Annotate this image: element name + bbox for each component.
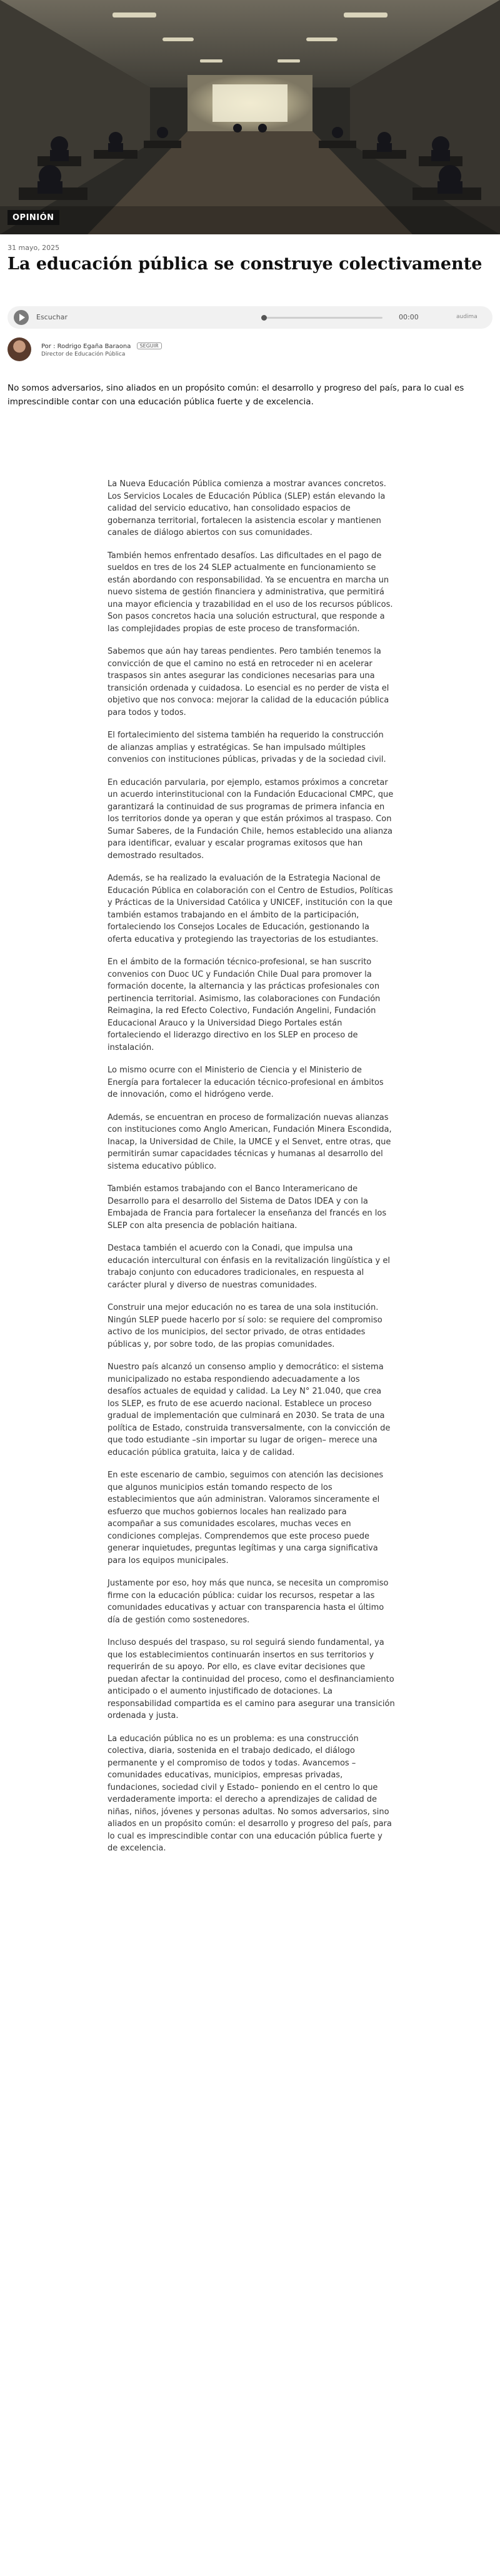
audio-time: 00:00	[399, 313, 419, 321]
article-paragraph: También estamos trabajando con el Banco Interamericano de Desarrollo para el desarrollo del Sistema de Datos IDEA y con la Embajada de Francia para fortalecer la enseñanza del francés en los SLEP con alta presencia de población haitiana.	[108, 1184, 387, 1231]
author-name[interactable]: Por : Rodrigo Egaña Baraona	[41, 343, 131, 350]
article-paragraph: Lo mismo ocurre con el Ministerio de Ciencia y el Ministerio de Energía para fortalecer la educación técnico-profesional en ámbitos de innovación, como el hidrógeno verde.	[108, 1066, 384, 1099]
listen-label: Escuchar	[36, 313, 68, 321]
author-role: Director de Educación Pública	[41, 351, 126, 357]
article-paragraph: También hemos enfrentado desafíos. Las dificultades en el pago de sueldos en tres de los 24 SLEP actualmente en funcionamiento se están abordando con responsabilidad. Ya se encuentra en marcha un nuevo sistema de gestión financiera y administrativa, que permitirá una mayor eficiencia y trazabilidad en el uso de los recursos públicos. Son pasos concretos hacia una solución estructural, que responde a las complejidades propias de este proceso de transformación.	[108, 551, 393, 634]
article-paragraph: La Nueva Educación Pública comienza a mostrar avances concretos. Los Servicios Locales de Educación Pública (SLEP) están elevando la calidad del servicio educativo, han consolidado espacios de gobernanza territorial, fortalecen la asistencia escolar y mantienen canales de diálogo abiertos con sus comunidades.	[108, 479, 386, 537]
author-block	[8, 337, 320, 362]
article-paragraph: Además, se encuentran en proceso de formalización nuevas alianzas con instituciones como Anglo American, Fundación Minera Escondida, Inacap, la Universidad de Chile, la UMCE y el Senvet, entre otras, que permitirán sumar capacidades técnicas y humanas al desarrollo del sistema educativo público.	[108, 1112, 392, 1171]
article-paragraph: Además, se ha realizado la evaluación de la Estrategia Nacional de Educación Pública en colaboración con el Centro de Estudios, Políticas y Prácticas de la Universidad Católica y UNICEF, institución con la que también estamos trabajando en el ámbito de la participación, fortaleciendo los Consejos Locales de Educación, gestionando la oferta educativa y protegiendo las trayectorias de los estudiantes.	[108, 874, 393, 944]
follow-button[interactable]: SEGUIR	[137, 342, 162, 349]
article-paragraph: Justamente por eso, hoy más que nunca, se necesita un compromiso firme con la educación pública: cuidar los recursos, respetar a las comunidades educativas y actuar con transparencia hasta el último día de gestión como sostenedores.	[108, 1579, 389, 1625]
article-paragraph: Construir una mejor educación no es tarea de una sola institución. Ningún SLEP puede hacerlo por sí solo: se requiere del compromiso activo de los municipios, del sector privado, de otras entidades públicas y, por sobre todo, de las propias comunidades.	[108, 1303, 382, 1349]
article-lead: No somos adversarios, sino aliados en un propósito común: el desarrollo y progreso del país, para lo cual es imprescindible contar con una educación pública fuerte y de excelencia.	[8, 383, 464, 407]
author-byline	[41, 342, 162, 350]
avatar	[8, 337, 31, 361]
classroom-photo-icon	[0, 0, 500, 234]
article-title: La educación pública se construye colectivamente	[8, 254, 482, 274]
article-paragraph: En este escenario de cambio, seguimos con atención las decisiones que algunos municipios están tomando respecto de los establecimientos que aún administran. Valoramos sinceramente el esfuerzo que muchos gobiernos locales han realizado para acompañar a sus comunidades escolares, muchas veces en condiciones complejas. Comprendemos que este proceso puede generar inquietudes, preguntas legítimas y una carga significativa para los equipos municipales.	[108, 1470, 384, 1565]
publish-date: 31 mayo, 2025	[8, 244, 60, 252]
article-paragraph: Destaca también el acuerdo con la Conadi, que impulsa una educación intercultural con énfasis en la revitalización lingüística y el trabajo conjunto con educadores tradicionales, en respuesta al carácter plural y diverso de nuestras comunidades.	[108, 1244, 390, 1290]
hero-image	[0, 0, 500, 234]
audio-progress-handle[interactable]	[261, 315, 267, 321]
audio-brand[interactable]: audima	[456, 314, 478, 320]
category-badge[interactable]: OPINIÓN	[8, 210, 59, 225]
article-paragraph: En educación parvularia, por ejemplo, estamos próximos a concretar un acuerdo interinstitucional con la Fundación Educacional CMPC, que garantizará la continuidad de sus programas de primera infancia en los territorios donde ya operan y que están próximos al traspaso. Con Sumar Saberes, de la Fundación Chile, hemos establecido una alianza para identificar, evaluar y escalar programas exitosos que han demostrado resultados.	[108, 777, 394, 861]
article-paragraph: En el ámbito de la formación técnico-profesional, se han suscrito convenios con Duoc UC y Fundación Chile Dual para promover la formación docente, la alternancia y las prácticas profesionales con pertinencia territorial. Asimismo, las colaboraciones con Fundación Reimagina, la red Efecto Colectivo, Fundación Angelini, Fundación Educacional Arauco y la Universidad Diego Portales están fortaleciendo el liderazgo directivo en los SLEP en proceso de instalación.	[108, 957, 381, 1052]
article-body	[108, 478, 395, 1865]
article-paragraph: Nuestro país alcanzó un consenso amplio y democrático: el sistema municipalizado no estaba respondiendo adecuadamente a los desafíos actuales de equidad y calidad. La Ley N° 21.040, que crea los SLEP, es fruto de ese acuerdo nacional. Establece un proceso gradual de implementación que culminará en 2030. Se trata de una política de Estado, construida transversalmente, con la convicción de que todo estudiante –sin importar su lugar de origen– merece una educación pública gratuita, laica y de calidad.	[108, 1362, 391, 1457]
play-button[interactable]	[14, 310, 29, 325]
article-paragraph: Sabemos que aún hay tareas pendientes. Pero también tenemos la convicción de que el camino no está en retroceder ni en acelerar traspasos sin antes asegurar las condiciones necesarias para una transición ordenada y cuidadosa. Lo esencial es no perder de vista el objetivo que nos convoca: mejorar la calidad de la educación pública para todos y todos.	[108, 647, 389, 717]
play-icon	[14, 310, 29, 325]
article-paragraph: El fortalecimiento del sistema también ha requerido la construcción de alianzas amplias y estratégicas. Se han impulsado múltiples convenios con instituciones públicas, privadas y de la sociedad civil.	[108, 731, 386, 764]
article-paragraph: La educación pública no es un problema: es una construcción colectiva, diaria, sostenida en el trabajo dedicado, el diálogo permanente y el compromiso de todos y todas. Avancemos –comunidades educativas, municipios, empresas privadas, fundaciones, sociedad civil y Estado– poniendo en el centro lo que verdaderamente importa: el derecho a aprendizajes de calidad de niñas, niños, jóvenes y personas adultas. No somos adversarios, sino aliados en un propósito común: el desarrollo y progreso del país, para lo cual es imprescindible contar con una educación pública fuerte y de excelencia.	[108, 1734, 392, 1853]
audio-player	[8, 306, 492, 329]
audio-progress-bar[interactable]	[264, 317, 382, 319]
article-paragraph: Incluso después del traspaso, su rol seguirá siendo fundamental, ya que los establecimientos continuarán insertos en sus territorios y requerirán de su apoyo. Por ello, es clave evitar decisiones que puedan afectar la continuidad del proceso, como el desfinanciamiento anticipado o el aumento injustificado de dotaciones. La responsabilidad compartida es el camino para asegurar una transición ordenada y justa.	[108, 1638, 395, 1720]
